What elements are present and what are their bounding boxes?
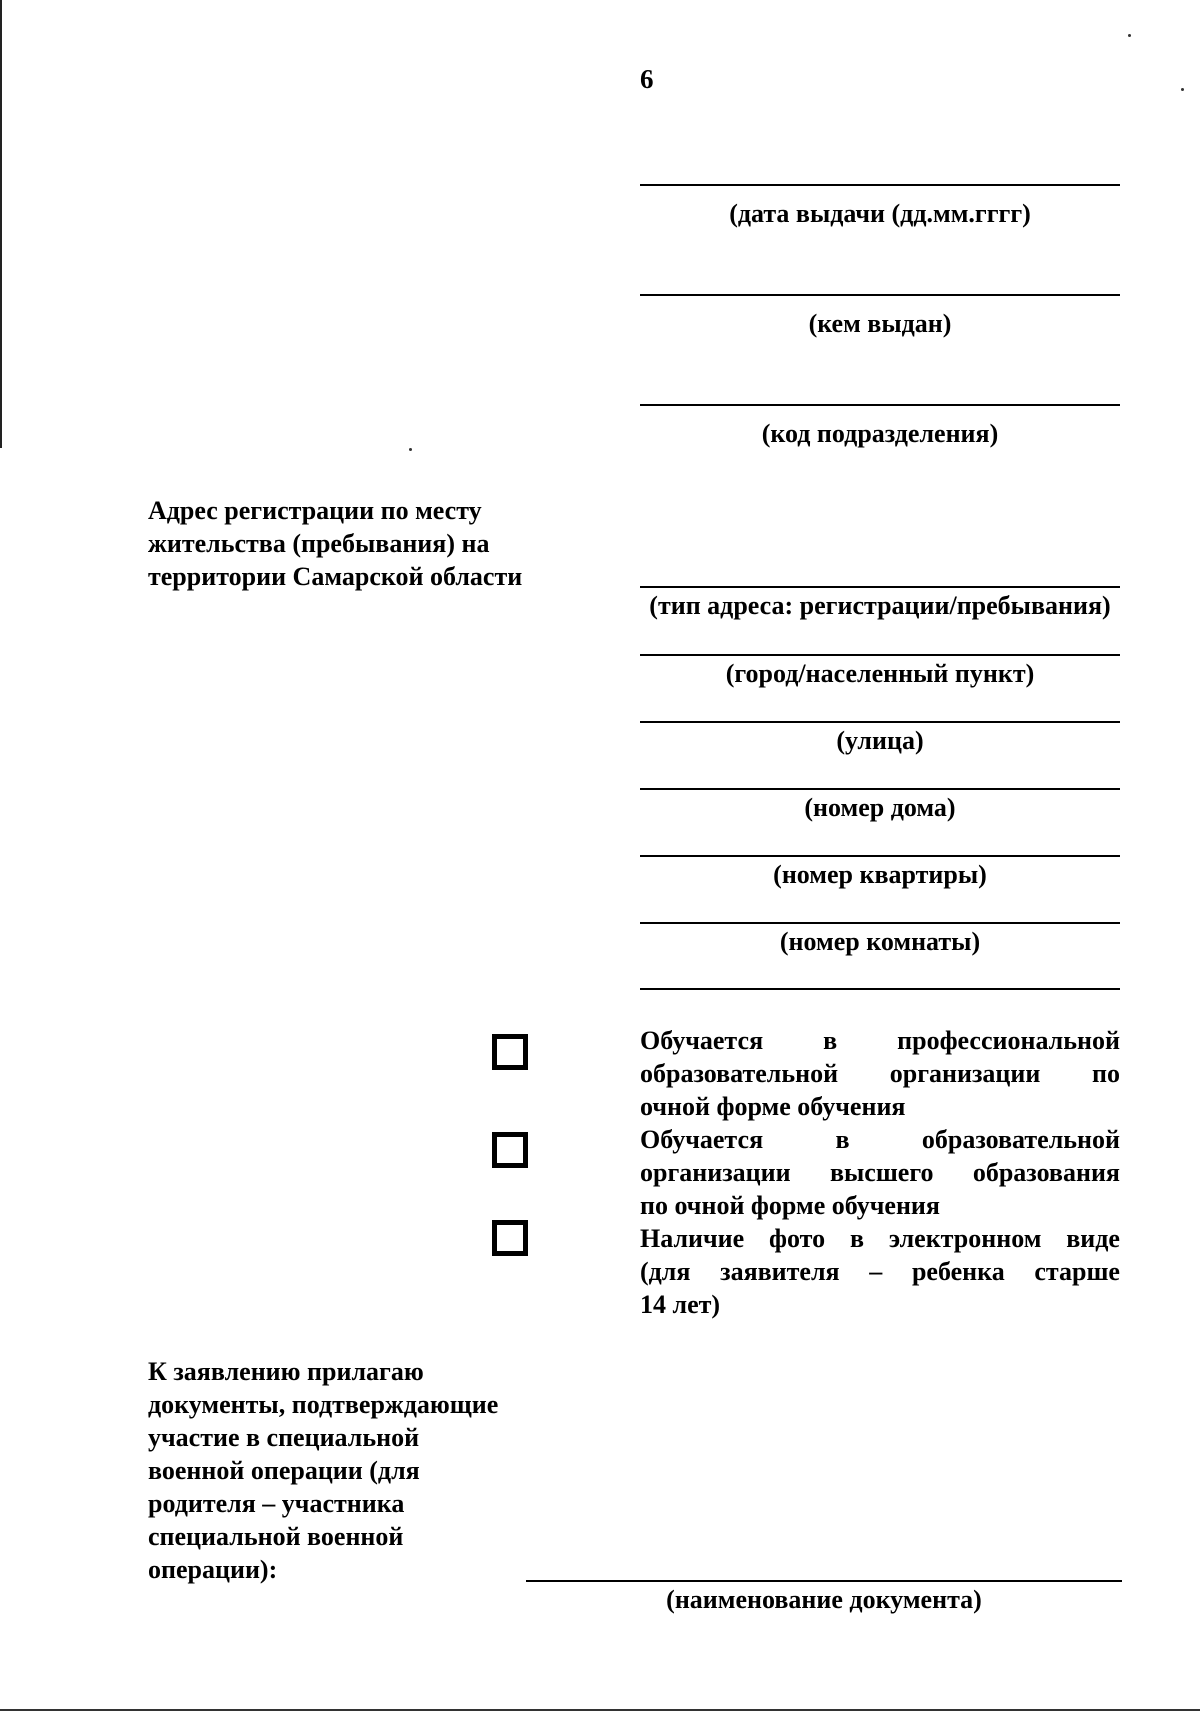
- vocational-education-checkbox[interactable]: [492, 1034, 528, 1070]
- address-label-line: территории Самарской области: [148, 562, 523, 591]
- house-number-field[interactable]: [640, 788, 1120, 790]
- check-text-line: [640, 1222, 1120, 1255]
- word: организации: [640, 1158, 791, 1187]
- attachments-label-line: К заявлению прилагаю: [148, 1357, 424, 1386]
- house-number-caption: (номер дома): [804, 793, 956, 822]
- word: в: [823, 1026, 838, 1055]
- page-number: 6: [640, 64, 654, 94]
- check-text-line: [640, 1090, 1120, 1123]
- room-number-caption: (номер комнаты): [779, 927, 981, 956]
- document-name-field[interactable]: [526, 1580, 1122, 1582]
- attachments-label-line: военной операции (для: [148, 1456, 420, 1485]
- check-text-line: [640, 1288, 1120, 1321]
- check-text-line: [640, 1156, 1120, 1189]
- issued-by-field[interactable]: [640, 294, 1120, 296]
- address-type-caption: (тип адреса: регистрации/пребывания): [649, 591, 1111, 620]
- word: Обучается: [640, 1026, 764, 1055]
- date-of-issue-field[interactable]: [640, 184, 1120, 186]
- higher-education-checkbox[interactable]: [492, 1132, 528, 1168]
- room-number-field[interactable]: [640, 922, 1120, 924]
- room-number-bottom-rule: [640, 988, 1120, 990]
- check-text-line: [640, 1255, 1120, 1288]
- division-code-field[interactable]: [640, 404, 1120, 406]
- scan-edge-left: [0, 0, 2, 448]
- scan-speck: [1128, 34, 1131, 37]
- attachments-label-line: документы, подтверждающие: [148, 1390, 499, 1419]
- address-type-field[interactable]: [640, 586, 1120, 588]
- apartment-number-field[interactable]: [640, 855, 1120, 857]
- date-of-issue-caption: (дата выдачи (дд.мм.гггг): [729, 199, 1031, 228]
- address-section-label: [148, 494, 548, 593]
- document-name-caption: (наименование документа): [666, 1585, 982, 1614]
- electronic-photo-text: [640, 1222, 1120, 1321]
- word: образования: [972, 1158, 1120, 1187]
- scan-speck: [1181, 88, 1184, 91]
- word: организации: [889, 1059, 1041, 1088]
- attachments-label-line: операции):: [148, 1555, 278, 1584]
- address-label-line: Адрес регистрации по месту: [148, 496, 482, 525]
- word: –: [869, 1257, 883, 1286]
- word: профессиональной: [897, 1026, 1120, 1055]
- word: Обучается: [640, 1125, 764, 1154]
- word: образовательной: [921, 1125, 1120, 1154]
- word: ребенка: [911, 1257, 1005, 1286]
- street-field[interactable]: [640, 721, 1120, 723]
- street-caption: (улица): [836, 726, 924, 755]
- issued-by-caption: (кем выдан): [808, 309, 952, 338]
- word: электронном: [888, 1224, 1042, 1253]
- word: старше: [1034, 1257, 1120, 1286]
- word: заявителя: [720, 1257, 840, 1286]
- word: высшего: [829, 1158, 934, 1187]
- scan-speck: [409, 448, 412, 451]
- word: по: [1092, 1059, 1120, 1088]
- address-label-line: жительства (пребывания) на: [148, 529, 490, 558]
- city-caption: (город/населенный пункт): [725, 659, 1035, 688]
- word: виде: [1066, 1224, 1120, 1253]
- check-text-line: [640, 1024, 1120, 1057]
- word: по очной форме обучения: [640, 1191, 940, 1220]
- scan-edge-bottom: [0, 1709, 1200, 1711]
- vocational-education-text: [640, 1024, 1120, 1123]
- word: очной форме обучения: [640, 1092, 906, 1121]
- attachments-label-line: участие в специальной: [148, 1423, 420, 1452]
- check-text-line: [640, 1189, 1120, 1222]
- word: в: [849, 1224, 864, 1253]
- division-code-caption: (код подразделения): [761, 419, 999, 448]
- word: (для: [640, 1257, 691, 1286]
- word: 14 лет): [640, 1290, 721, 1319]
- check-text-line: [640, 1057, 1120, 1090]
- city-field[interactable]: [640, 654, 1120, 656]
- word: образовательной: [640, 1059, 839, 1088]
- attachments-section-label: [148, 1355, 548, 1586]
- word: фото: [769, 1224, 826, 1253]
- higher-education-text: [640, 1123, 1120, 1222]
- attachments-label-line: специальной военной: [148, 1522, 404, 1551]
- word: Наличие: [640, 1224, 745, 1253]
- check-text-line: [640, 1123, 1120, 1156]
- electronic-photo-checkbox[interactable]: [492, 1220, 528, 1256]
- word: в: [835, 1125, 850, 1154]
- apartment-number-caption: (номер квартиры): [773, 860, 987, 889]
- attachments-label-line: родителя – участника: [148, 1489, 405, 1518]
